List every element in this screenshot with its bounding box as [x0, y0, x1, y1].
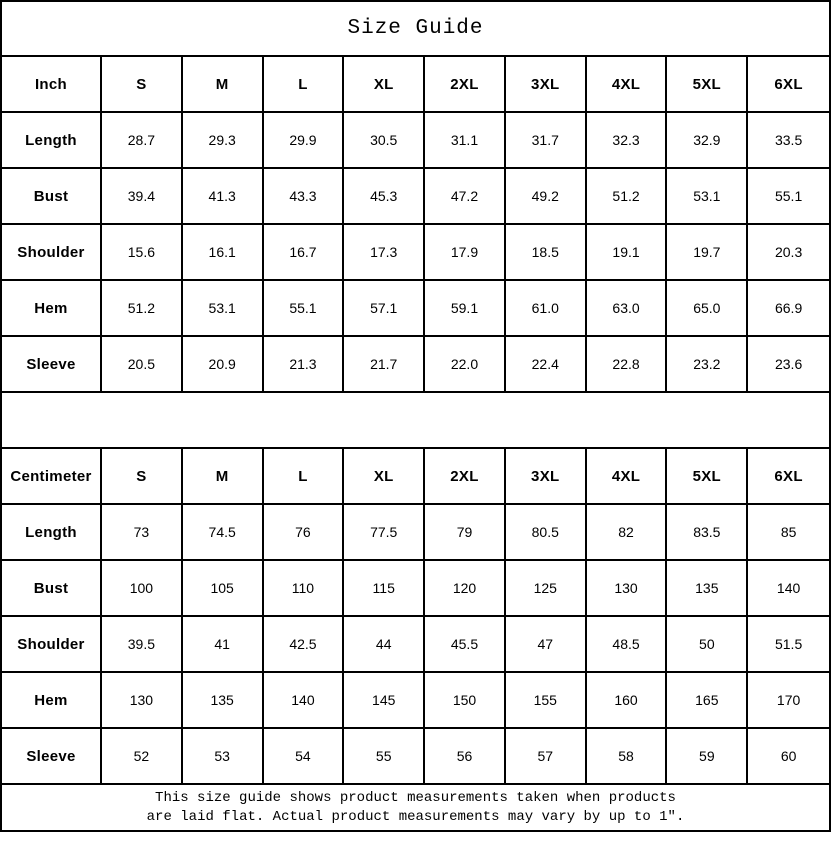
footer-note-line1: This size guide shows product measurements taken when products	[155, 789, 676, 806]
value-cell: 31.7	[506, 113, 587, 169]
size-header-cell: L	[264, 57, 345, 113]
value-cell: 59.1	[425, 281, 506, 337]
value-cell: 82	[587, 505, 668, 561]
size-header-cell: 5XL	[667, 449, 748, 505]
unit-header-cell: Inch	[2, 57, 102, 113]
value-cell: 57	[506, 729, 587, 785]
value-cell: 18.5	[506, 225, 587, 281]
value-cell: 32.9	[667, 113, 748, 169]
value-cell: 66.9	[748, 281, 829, 337]
size-header-cell: XL	[344, 57, 425, 113]
value-cell: 19.7	[667, 225, 748, 281]
value-cell: 22.0	[425, 337, 506, 393]
value-cell: 55.1	[264, 281, 345, 337]
value-cell: 29.9	[264, 113, 345, 169]
value-cell: 53.1	[667, 169, 748, 225]
value-cell: 80.5	[506, 505, 587, 561]
value-cell: 31.1	[425, 113, 506, 169]
row-label-cell: Length	[2, 113, 102, 169]
value-cell: 15.6	[102, 225, 183, 281]
value-cell: 145	[344, 673, 425, 729]
value-cell: 85	[748, 505, 829, 561]
value-cell: 19.1	[587, 225, 668, 281]
value-cell: 23.6	[748, 337, 829, 393]
value-cell: 140	[748, 561, 829, 617]
size-header-cell: 2XL	[425, 57, 506, 113]
value-cell: 39.5	[102, 617, 183, 673]
row-label-cell: Length	[2, 505, 102, 561]
size-header-cell: 3XL	[506, 449, 587, 505]
value-cell: 160	[587, 673, 668, 729]
size-header-cell: S	[102, 57, 183, 113]
value-cell: 170	[748, 673, 829, 729]
value-cell: 56	[425, 729, 506, 785]
value-cell: 48.5	[587, 617, 668, 673]
value-cell: 59	[667, 729, 748, 785]
footer-note-line2: are laid flat. Actual product measurements may vary by up to 1″.	[146, 808, 685, 825]
value-cell: 52	[102, 729, 183, 785]
value-cell: 100	[102, 561, 183, 617]
value-cell: 65.0	[667, 281, 748, 337]
value-cell: 125	[506, 561, 587, 617]
size-header-cell: S	[102, 449, 183, 505]
value-cell: 77.5	[344, 505, 425, 561]
value-cell: 135	[183, 673, 264, 729]
value-cell: 17.3	[344, 225, 425, 281]
value-cell: 47.2	[425, 169, 506, 225]
value-cell: 33.5	[748, 113, 829, 169]
row-label-cell: Bust	[2, 561, 102, 617]
value-cell: 51.2	[102, 281, 183, 337]
value-cell: 53.1	[183, 281, 264, 337]
row-label-cell: Shoulder	[2, 225, 102, 281]
value-cell: 23.2	[667, 337, 748, 393]
value-cell: 43.3	[264, 169, 345, 225]
value-cell: 105	[183, 561, 264, 617]
size-header-cell: M	[183, 57, 264, 113]
value-cell: 22.4	[506, 337, 587, 393]
size-table-inch	[2, 57, 829, 393]
value-cell: 140	[264, 673, 345, 729]
value-cell: 28.7	[102, 113, 183, 169]
value-cell: 76	[264, 505, 345, 561]
value-cell: 63.0	[587, 281, 668, 337]
value-cell: 155	[506, 673, 587, 729]
value-cell: 44	[344, 617, 425, 673]
value-cell: 45.5	[425, 617, 506, 673]
value-cell: 120	[425, 561, 506, 617]
value-cell: 32.3	[587, 113, 668, 169]
value-cell: 51.2	[587, 169, 668, 225]
value-cell: 20.3	[748, 225, 829, 281]
value-cell: 20.5	[102, 337, 183, 393]
value-cell: 55	[344, 729, 425, 785]
value-cell: 53	[183, 729, 264, 785]
size-header-cell: 6XL	[748, 449, 829, 505]
size-header-cell: 6XL	[748, 57, 829, 113]
value-cell: 16.1	[183, 225, 264, 281]
value-cell: 29.3	[183, 113, 264, 169]
value-cell: 73	[102, 505, 183, 561]
value-cell: 50	[667, 617, 748, 673]
value-cell: 39.4	[102, 169, 183, 225]
size-header-cell: 4XL	[587, 57, 668, 113]
value-cell: 45.3	[344, 169, 425, 225]
row-label-cell: Sleeve	[2, 337, 102, 393]
value-cell: 79	[425, 505, 506, 561]
value-cell: 21.7	[344, 337, 425, 393]
row-label-cell: Hem	[2, 673, 102, 729]
value-cell: 42.5	[264, 617, 345, 673]
value-cell: 22.8	[587, 337, 668, 393]
value-cell: 130	[587, 561, 668, 617]
size-header-cell: L	[264, 449, 345, 505]
value-cell: 74.5	[183, 505, 264, 561]
value-cell: 83.5	[667, 505, 748, 561]
page-title: Size Guide	[2, 2, 829, 57]
size-header-cell: 3XL	[506, 57, 587, 113]
row-label-cell: Sleeve	[2, 729, 102, 785]
table-spacer	[2, 393, 829, 449]
value-cell: 21.3	[264, 337, 345, 393]
value-cell: 41.3	[183, 169, 264, 225]
size-header-cell: 4XL	[587, 449, 668, 505]
value-cell: 130	[102, 673, 183, 729]
row-label-cell: Shoulder	[2, 617, 102, 673]
value-cell: 60	[748, 729, 829, 785]
size-header-cell: XL	[344, 449, 425, 505]
value-cell: 57.1	[344, 281, 425, 337]
value-cell: 47	[506, 617, 587, 673]
value-cell: 61.0	[506, 281, 587, 337]
value-cell: 49.2	[506, 169, 587, 225]
footer-note	[2, 785, 829, 830]
value-cell: 165	[667, 673, 748, 729]
value-cell: 115	[344, 561, 425, 617]
value-cell: 135	[667, 561, 748, 617]
value-cell: 150	[425, 673, 506, 729]
value-cell: 54	[264, 729, 345, 785]
value-cell: 55.1	[748, 169, 829, 225]
size-table-centimeter	[2, 449, 829, 785]
size-header-cell: 2XL	[425, 449, 506, 505]
unit-header-cell: Centimeter	[2, 449, 102, 505]
row-label-cell: Hem	[2, 281, 102, 337]
size-header-cell: 5XL	[667, 57, 748, 113]
value-cell: 16.7	[264, 225, 345, 281]
value-cell: 17.9	[425, 225, 506, 281]
value-cell: 41	[183, 617, 264, 673]
value-cell: 30.5	[344, 113, 425, 169]
value-cell: 110	[264, 561, 345, 617]
row-label-cell: Bust	[2, 169, 102, 225]
size-header-cell: M	[183, 449, 264, 505]
value-cell: 58	[587, 729, 668, 785]
value-cell: 20.9	[183, 337, 264, 393]
value-cell: 51.5	[748, 617, 829, 673]
